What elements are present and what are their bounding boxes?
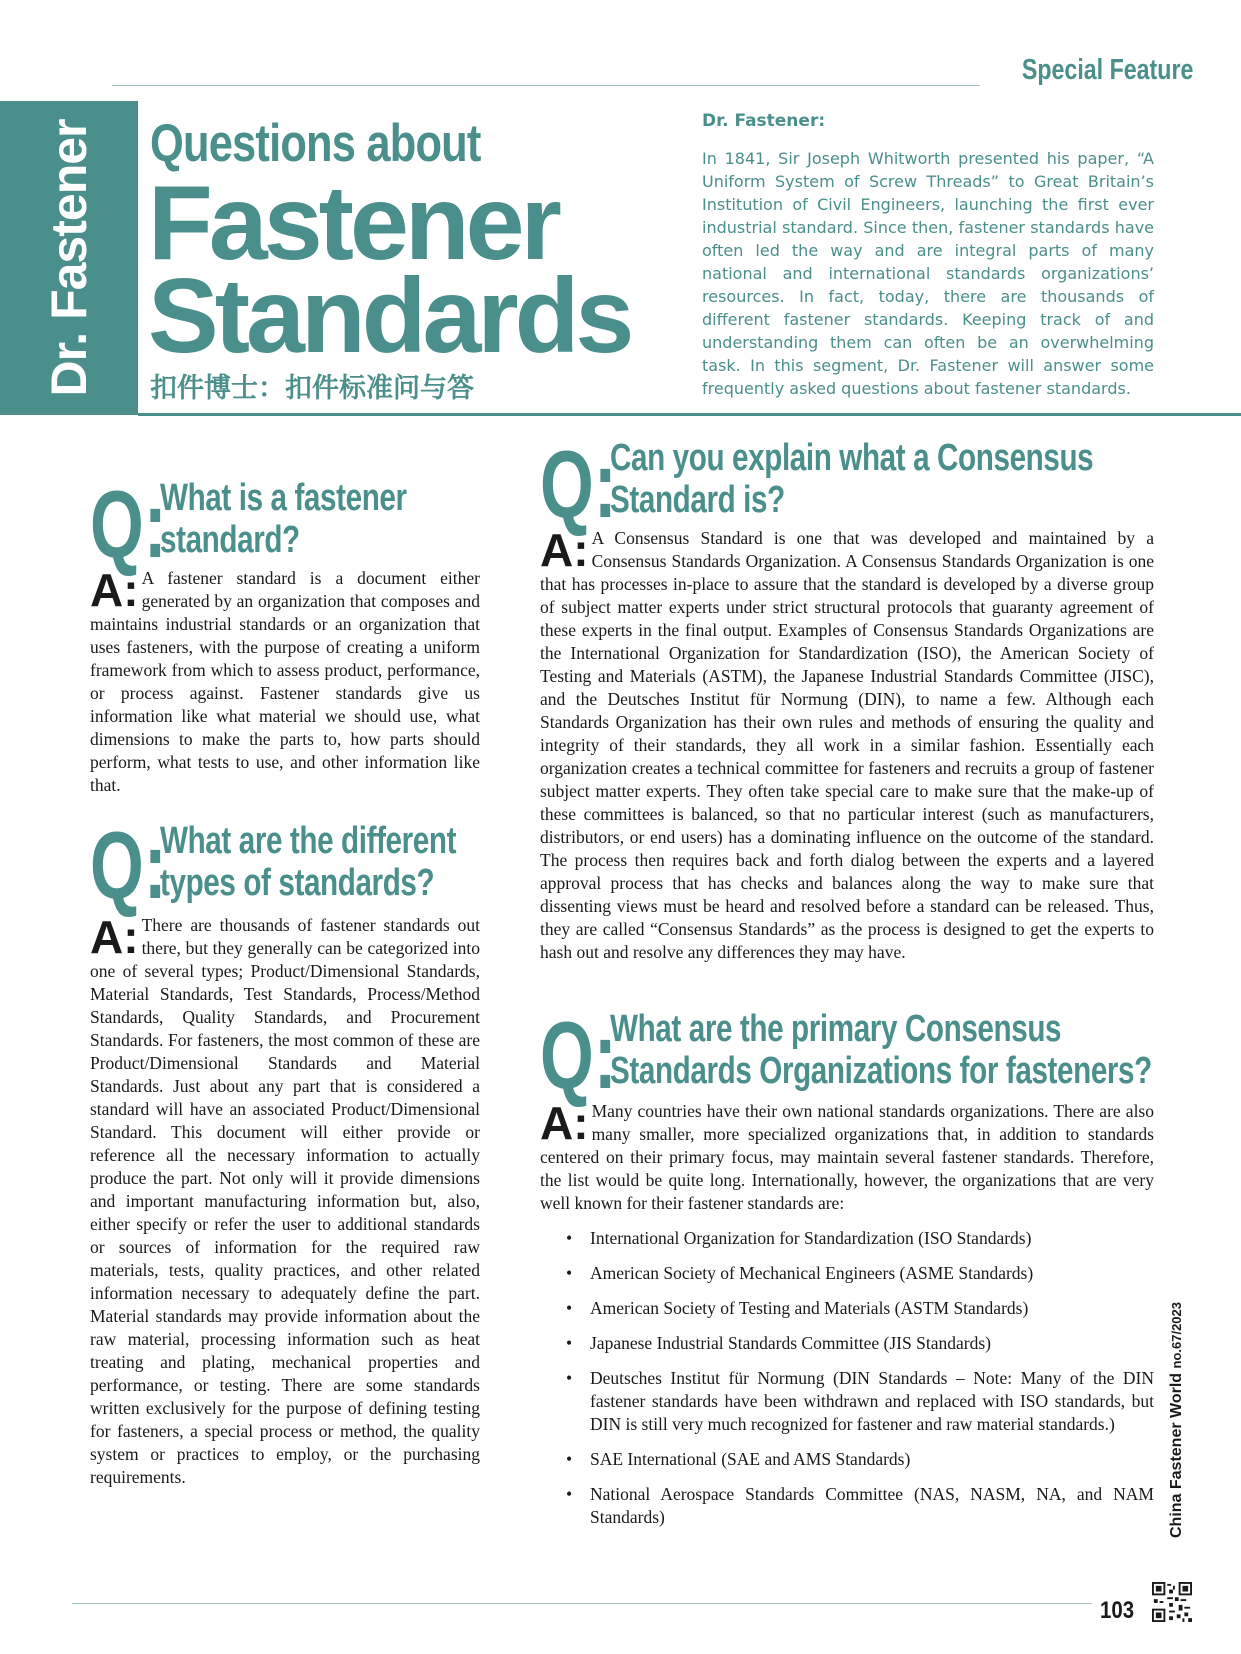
list-item: • American Society of Mechanical Engineers (ASME Standards) [566, 1263, 1034, 1283]
title-chinese: 扣件博士：扣件标准问与答 [150, 373, 474, 404]
question-line: What are the primary Consensus [610, 1008, 1062, 1050]
a-letter: A: [90, 564, 139, 616]
title-line-2: Fastener [148, 164, 558, 282]
intro-heading: Dr. Fastener: [702, 111, 826, 131]
answer-text: A: A Consensus Standard is one that was developed and maintained by a Consensus Standards Organization. A Consensus Standards Organization is one that has processes in-place to assure that the standard is developed by a diverse group of subject matter experts under strict structural protocols that guaranty agreement of these experts in the final output. Examples of Consensus Standards Organizations are the International Organization for Standardization (ISO), the American Society of Testing and Materials (ASTM), the Japanese Industrial Standards Committee (JISC), and the Deutsches Institut für Normung (DIN), to name a few. Although each Standards Organization has their own rules and methods of ensuring the quality and integrity of their standards, they all work in a similar fashion. Essentially each organization creates a technical committee for fasteners and recruits a group of fastener subject matter experts. They often take special care to make sure that the make-up of these committees is balanced, so that no particular interest (such as manufacturers, distributors, or end users) has a dominating influence on the outcome of the standard. The process then requires back and forth dialog between the experts and a layered approval process that has checks and balances along the way to make sure that dissenting views must be heard and resolved before a standard can be released. Thus, they are called “Consensus Standards” as the process is designed to get the experts to hash out and resolve any differences they may have. [540, 524, 1154, 962]
question-row [540, 431, 1154, 538]
qa-block-4 [540, 1002, 1154, 1541]
question-line: What is a fastener [160, 477, 407, 519]
footer-rule [72, 1603, 1092, 1604]
q-letter: Q: [90, 812, 167, 919]
qa-block-1 [90, 471, 480, 797]
list-item: • American Society of Testing and Materials (ASTM Standards) [566, 1298, 1029, 1318]
page-number: 103 [1100, 1597, 1135, 1624]
answer-text: A: There are thousands of fastener standards out there, but they generally can be categorized into one of several types; Product/Dimensional Standards, Material Standards, Test Standards, Process/Method Standards, Quality Standards, and Procurement Standards. For fasteners, the most common of these are Product/Dimensional Standards and Material Standards. Just about any part that is considered a standard will have an associated Product/Dimensional Standard. This document will either provide or reference all the necessary information to actually produce the part. Not only will it provide dimensions and important manufacturing information but, also, either specify or refer the user to additional standards or sources of information for the required raw materials, tests, quality practices, and other related information necessary to adequately define the part. Material standards may provide information about the raw material, processing information such as heat treating and plating, mechanical properties and performance, or testing. There are some standards written exclusively for the purpose of defining testing for fasteners, a special process or method, the quality system or practices to employ, or the purchasing requirements. [90, 911, 480, 1487]
question-row [540, 1002, 1154, 1109]
column-label-vertical: Dr. Fastener [41, 119, 97, 397]
q-letter: Q: [90, 471, 167, 578]
answer-text: A: Many countries have their own national standards organizations. There are also many smaller, more specialized organizations that, in addition to standards centered on their primary focus, may maintain several fastener standards. Therefore, the list would be quite long. Internationally, however, the organizations that are very well known for their fastener standards are: [540, 1097, 1154, 1213]
intro-body: In 1841, Sir Joseph Whitworth presented his paper, “A Uniform System of Screw Threads” to Great Britain’s Institution of Civil Engineers, launching the first ever industrial standard. Since then, fastener standards have often led the way and are integral parts of many national and international standards organizations’ resources. In fact, today, there are thousands of different fastener standards. Keeping track of and understanding them can often be an overwhelming task. In this segment, Dr. Fastener will answer some frequently asked questions about fastener standards. [702, 149, 1154, 398]
magazine-name-vertical: China Fastener World no.67/2023 [1168, 1301, 1185, 1539]
header-rule [112, 85, 980, 86]
organization-list [540, 1227, 1154, 1529]
list-item: • National Aerospace Standards Committee (NAS, NASM, NA, and NAM Standards) [566, 1484, 1154, 1527]
question-line: Standards Organizations for fasteners? [610, 1050, 1152, 1092]
question-row [90, 812, 480, 919]
list-item: • SAE International (SAE and AMS Standards) [566, 1449, 911, 1469]
qa-block-3 [540, 431, 1154, 964]
banner-underline [138, 413, 1241, 416]
a-letter: A: [90, 911, 139, 963]
a-letter: A: [540, 524, 589, 576]
question-line: Standard is? [610, 479, 785, 521]
qa-block-2 [90, 812, 480, 1489]
qr-code-icon [1152, 1582, 1192, 1622]
answer-text: A: A fastener standard is a document either generated by an organization that composes and maintains industrial standards or an organization that uses fasteners, with the purpose of creating a uniform framework from which to assess product, performance, or process against. Fastener standards give us information like what material we should use, what dimensions to make the parts to, how parts should perform, what tests to use, and other information like that. [90, 564, 480, 795]
section-label: Special Feature [1021, 54, 1193, 86]
question-line: Can you explain what a Consensus [610, 437, 1094, 479]
question-line: What are the different [160, 820, 457, 862]
list-item: • Deutsches Institut für Normung (DIN Standards – Note: Many of the DIN fastener standards have been withdrawn and replaced with ISO standards, but DIN is still very much recognized for fastener and raw material standards.) [566, 1368, 1154, 1434]
list-item: • Japanese Industrial Standards Committee (JIS Standards) [566, 1333, 991, 1353]
q-letter: Q: [540, 1002, 617, 1109]
q-letter: Q: [540, 431, 617, 538]
question-line: standard? [160, 519, 300, 561]
title-line-1: Questions about [150, 114, 481, 173]
a-letter: A: [540, 1097, 589, 1149]
question-line: types of standards? [160, 862, 435, 904]
title-line-3: Standards [148, 257, 631, 375]
list-item: • International Organization for Standardization (ISO Standards) [566, 1228, 1032, 1248]
question-row [90, 471, 480, 578]
